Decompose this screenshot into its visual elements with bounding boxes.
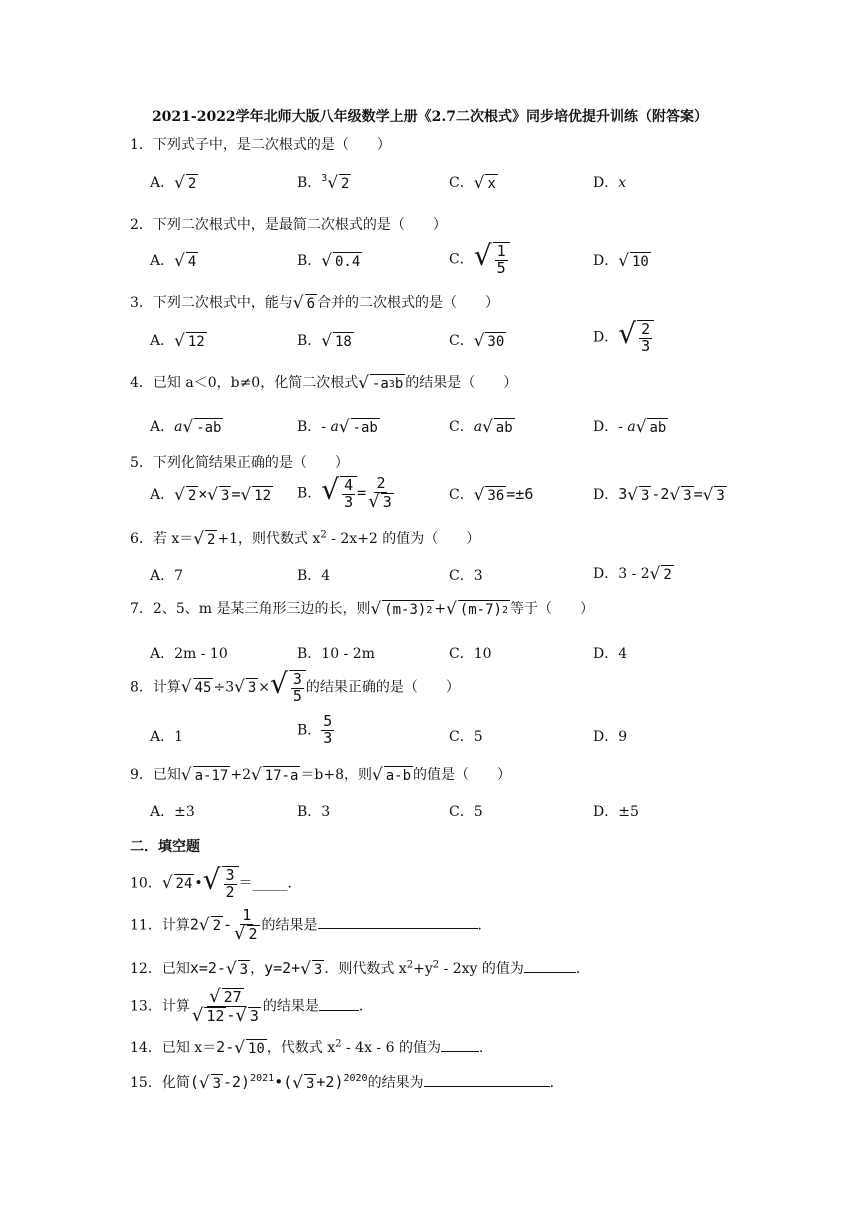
q4-option-a: A．a √ -ab [150, 416, 222, 436]
question-14: 14．已知 x＝2- √ 10 ，代数式 $x^2 - 4x - 6$ 的值为 ． [130, 1037, 493, 1057]
q3-option-a: A． √ 12 [150, 330, 205, 350]
q7-option-c: C．10 [449, 646, 492, 662]
q2-option-d: D． √ 10 [593, 250, 649, 270]
q3-option-d: D． √ 2 3 [593, 320, 654, 355]
q8-option-d: D．9 [593, 729, 628, 745]
q1-option-c: C． √ x [449, 172, 496, 192]
answer-blank-13[interactable] [319, 998, 359, 1011]
question-4: 4．已知 a＜0，b≠0，化简二次根式 √ -a 3 b 的结果是（ ） [130, 372, 518, 392]
q9-option-a: A．±3 [150, 804, 195, 820]
q6-option-d: D．3 - 2 √ 2 [593, 563, 672, 583]
question-1 [130, 134, 391, 154]
q9-option-b: B．3 [297, 804, 331, 820]
question-7: 7．2、5、m 是某三角形三边的长，则 √ (m-3) 2 + √ (m-7) 2 等于（ ） [130, 598, 594, 618]
answer-blank-14[interactable] [441, 1039, 479, 1052]
q9-option-d: D．±5 [593, 804, 639, 820]
section-heading: 二．填空题 [130, 839, 200, 855]
q3-option-c: C． √ 30 [449, 330, 505, 350]
question-6: 6．若 x＝ √ 2 +1，则代数式 $x^2 - 2x+2$ 的值为（ ） [130, 528, 481, 548]
q7-option-b: B．10 - 2m [297, 646, 375, 662]
q5-option-d: D．3 √ 3 -2 √ 3 = √ 3 [593, 484, 725, 504]
question-8: 8．计算 √ 45 ÷3 √ 3 × √ 3 5 的结果正确的是（ ） [130, 667, 460, 705]
question-1-stem: 1．下列式子中，是二次根式的是（ ） [130, 137, 391, 153]
q5-option-c: C． √ 36 =±6 [449, 484, 534, 504]
q8-option-a: A．1 [150, 729, 184, 745]
q6-option-c: C．3 [449, 568, 483, 584]
q8-option-c: C．5 [449, 729, 483, 745]
page-title: 2021-2022学年北师大版八年级数学上册《2.7二次根式》同步培优提升训练（附答案） [151, 109, 709, 125]
q7-option-a: A．2m - 10 [150, 646, 228, 662]
q5-option-b: B． √ 4 3 = 2 √ 3 [297, 473, 392, 512]
q1-option-a: A． √ 2 [150, 172, 197, 192]
q6-option-a: A．7 [150, 568, 184, 584]
question-12: 12．已知x=2- √ 3 ，y=2+ √ 3 ．则代数式 $x^2+y^2 - 2xy$ 的值为 ． [130, 958, 590, 978]
question-2: 2．下列二次根式中，是最简二次根式的是（ ） [130, 217, 447, 233]
q6-option-b: B．4 [297, 568, 331, 584]
question-15: 15．化简( √ 3 -2)$^{2021}$•( √ 3 +2)$^{2020}$的结果为 ． [130, 1072, 564, 1092]
q5-option-a: A． √ 2 × √ 3 = √ 12 [150, 484, 272, 504]
q2-option-b: B． √ 0.4 [297, 250, 361, 270]
question-13: 13．计算 √ 27 √ 12 - √ 3 的结果是 ． [130, 986, 373, 1026]
q4-option-c: C．a √ ab [449, 416, 513, 436]
q4-option-d: D．- a √ ab [593, 416, 667, 436]
q9-option-c: C．5 [449, 804, 483, 820]
answer-blank-15[interactable] [424, 1074, 550, 1087]
q4-option-b: B．- a √ -ab [297, 416, 378, 436]
q8-option-b: B． $\frac{5}{3}$ [297, 712, 333, 747]
question-9: 9．已知 √ a-17 +2 √ 17-a ＝b+8，则 √ a-b 的值是（ ） [130, 764, 512, 784]
q2-option-a: A． √ 4 [150, 250, 197, 270]
q1-option-d: D．x [593, 175, 627, 191]
question-3: 3．下列二次根式中，能与 √ 6 合并的二次根式的是（ ） [130, 292, 500, 312]
question-10: 10． √ 24 • √ 3 2 ＝_____． [130, 863, 302, 901]
answer-blank-12[interactable] [524, 960, 576, 973]
question-5: 5．下列化简结果正确的是（ ） [130, 455, 349, 471]
q7-option-d: D．4 [593, 646, 628, 662]
answer-blank-11[interactable] [318, 916, 478, 929]
question-11: 11．计算2 √ 2 - 1 √ 2 的结果是 ． [130, 906, 492, 944]
q1-option-b: B．$^3$ √ 2 [297, 172, 350, 192]
q2-option-c: C． √ 1 5 [449, 242, 510, 277]
q3-option-b: B． √ 18 [297, 330, 352, 350]
